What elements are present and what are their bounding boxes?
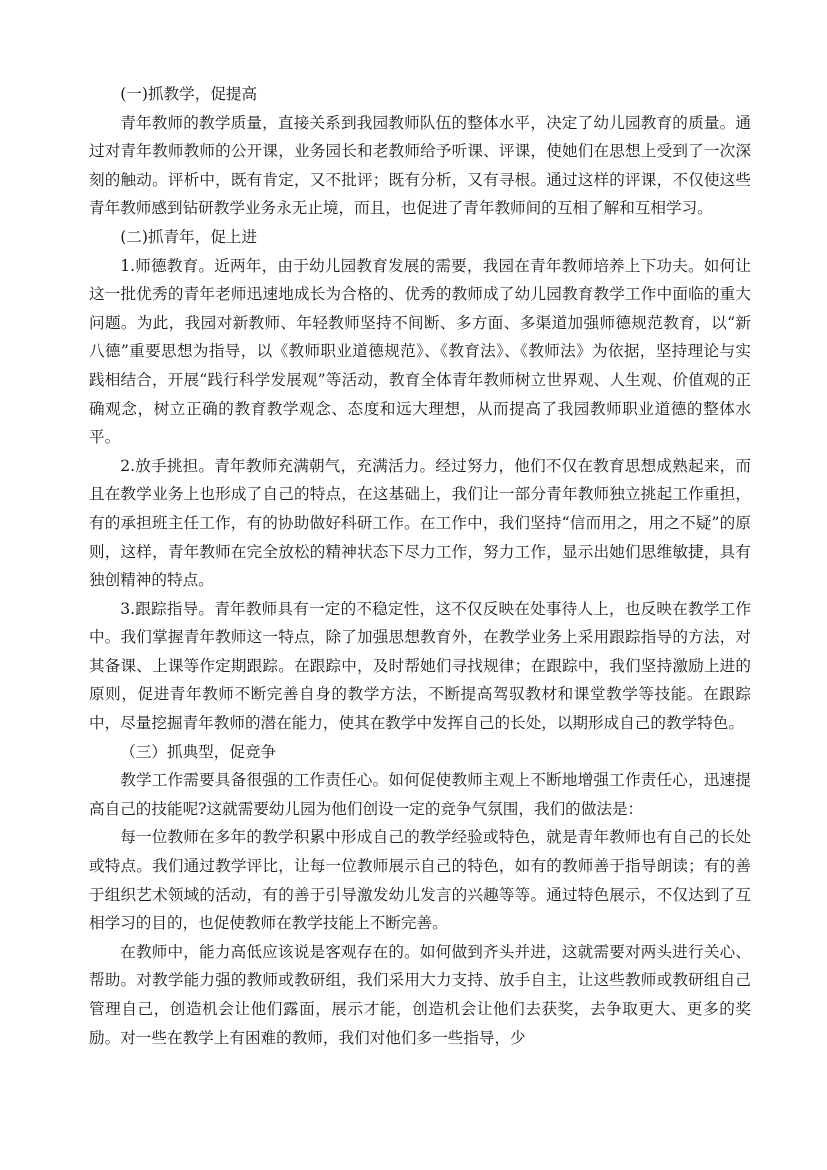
paragraph: 青年教师的教学质量，直接关系到我园教师队伍的整体水平，决定了幼儿园教育的质量。通过对青年教师教师的公开课，业务园长和老教师给予听课、评课，使她们在思想上受到了一次深刻的触动。评析中，既有肯定，又不批评；既有分析，又有寻根。通过这样的评课，不仅使这些青年教师感到钻研教学业务永无止境，而且，也促进了青年教师间的互相了解和互相学习。 — [89, 113, 751, 218]
paragraph: 每一位教师在多年的教学积累中形成自己的教学经验或特色，就是青年教师也有自己的长处或特点。我们通过教学评比，让每一位教师展示自己的特色，如有的教师善于指导朗读；有的善于组织艺术领域的活动，有的善于引导激发幼儿发言的兴趣等等。通过特色展示，不仅达到了互相学习的目的，也促使教师在教学技能上不断完善。 — [89, 828, 751, 933]
paragraph: 教学工作需要具备很强的工作责任心。如何促使教师主观上不断地增强工作责任心，迅速提高自己的技能呢?这就需要幼儿园为他们创设一定的竞争气氛围，我们的做法是： — [89, 771, 751, 818]
document-body — [89, 80, 751, 1052]
paragraph: 3.跟踪指导。青年教师具有一定的不稳定性，这不仅反映在处事待人上，也反映在教学工作中。我们掌握青年教师这一特点，除了加强思想教育外，在教学业务上采用跟踪指导的方法，对其备课、上课等作定期跟踪。在跟踪中，及时帮她们寻找规律；在跟踪中，我们坚持激励上进的原则，促进青年教师不断完善自身的教学方法，不断提高驾驭教材和课堂教学等技能。在跟踪中，尽量挖掘青年教师的潜在能力，使其在教学中发挥自己的长处，以期形成自己的教学特色。 — [89, 599, 751, 733]
paragraph: 1.师德教育。近两年，由于幼儿园教育发展的需要，我园在青年教师培养上下功夫。如何让这一批优秀的青年老师迅速地成长为合格的、优秀的教师成了幼儿园教育教学工作中面临的重大问题。为此，我园对新教师、年轻教师坚持不间断、多方面、多渠道加强师德规范教育，以“新八德”重要思想为指导，以《教师职业道德规范》、《教育法》、《教师法》为依据，坚持理论与实践相结合，开展“践行科学发展观”等活动，教育全体青年教师树立世界观、人生观、价值观的正确观念，树立正确的教育教学观念、态度和远大理想，从而提高了我园教师职业道德的整体水平。 — [89, 256, 751, 447]
paragraph: 2.放手挑担。青年教师充满朝气，充满活力。经过努力，他们不仅在教育思想成熟起来，而且在教学业务上也形成了自己的特点，在这基础上，我们让一部分青年教师独立挑起工作重担，有的承担班主任工作，有的协助做好科研工作。在工作中，我们坚持“信而用之，用之不疑”的原则，这样，青年教师在完全放松的精神状态下尽力工作，努力工作，显示出她们思维敏捷，具有独创精神的特点。 — [89, 456, 751, 590]
section-heading-3: （三）抓典型，促竞争 — [120, 742, 277, 761]
section-heading-2: (二)抓青年，促上进 — [120, 227, 258, 246]
section-heading-1: (一)抓教学，促提高 — [120, 85, 258, 103]
paragraph: 在教师中，能力高低应该说是客观存在的。如何做到齐头并进，这就需要对两头进行关心、帮助。对教学能力强的教师或教研组，我们采用大力支持、放手自主，让这些教师或教研组自己管理自己，创造机会让他们露面，展示才能，创造机会让他们去获奖，去争取更大、更多的奖励。对一些在教学上有困难的教师，我们对他们多一些指导，少 — [89, 942, 751, 1047]
